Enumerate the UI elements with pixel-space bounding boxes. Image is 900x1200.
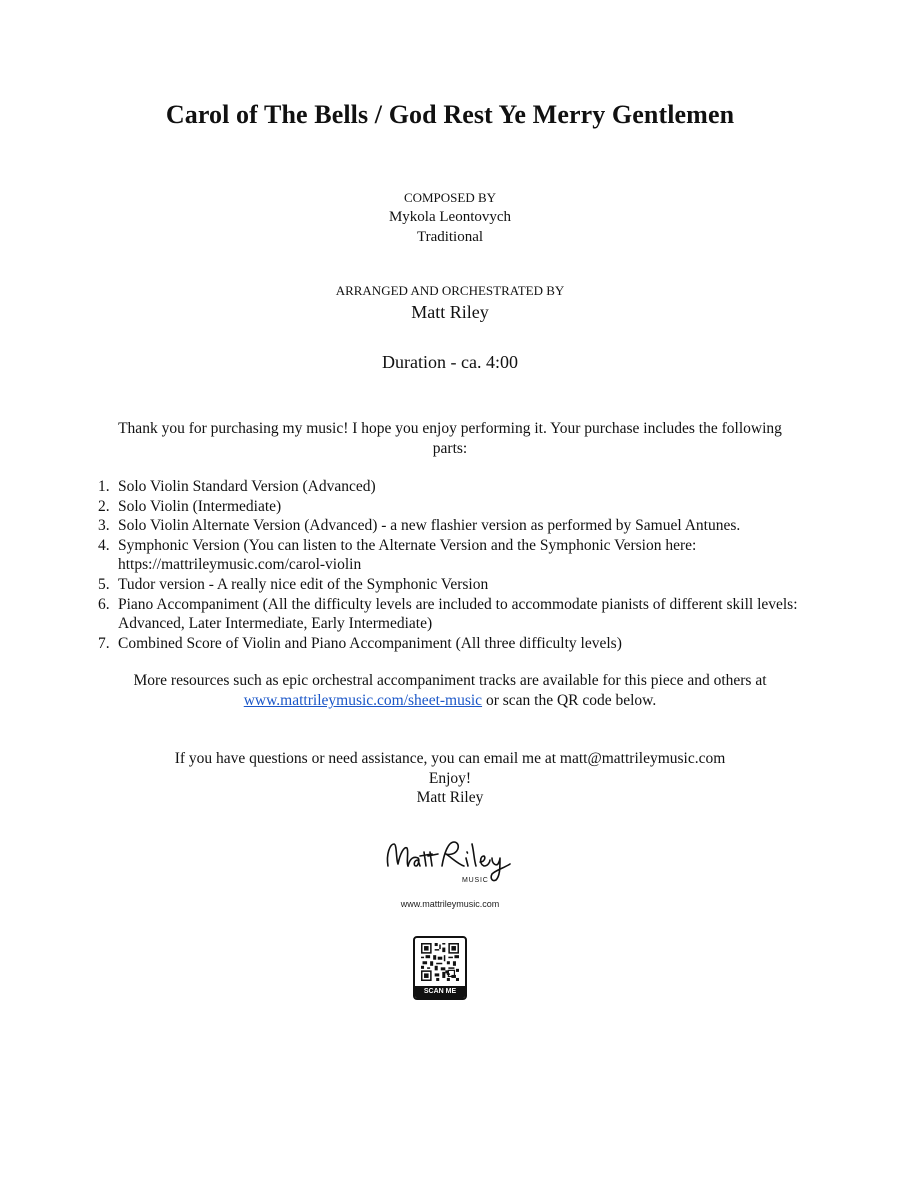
page-title: Carol of The Bells / God Rest Ye Merry Gentlemen: [165, 100, 735, 129]
composer-name: Traditional: [416, 229, 484, 245]
list-item: [98, 575, 818, 595]
list-number: 2.: [98, 497, 110, 515]
signoff-name: Matt Riley: [416, 789, 484, 807]
list-item: [98, 595, 818, 634]
composer-name: Mykola Leontovych: [388, 209, 512, 225]
resources-paragraph: [90, 671, 810, 711]
resources-text: More resources such as epic orchestral accompaniment tracks are available for this piece and others at: [133, 672, 767, 689]
list-text: Combined Score of Violin and Piano Accompaniment (All three difficulty levels): [118, 634, 622, 652]
duration-text: Duration - ca. 4:00: [382, 352, 518, 372]
list-number: 5.: [98, 575, 110, 593]
list-item: [98, 536, 818, 575]
arranger-name: Matt Riley: [411, 302, 489, 322]
contact-line: If you have questions or need assistance, you can email me at matt@mattrileymusic.com: [174, 750, 726, 767]
list-text: Tudor version - A really nice edit of the Symphonic Version: [118, 575, 489, 593]
qr-code[interactable]: [413, 936, 467, 1000]
parts-list: [98, 477, 818, 653]
arranged-by-label: ARRANGED AND ORCHESTRATED BY: [335, 283, 565, 298]
list-item: [98, 634, 818, 654]
qr-code-icon: [421, 943, 459, 981]
website-url: www.mattrileymusic.com: [400, 899, 500, 909]
list-number: 3.: [98, 517, 110, 535]
list-text: Piano Accompaniment (All the difficulty levels are included to accommodate pianists of different skill levels: Advanced, Later Intermediate, Early Intermediate): [118, 595, 798, 633]
sheet-music-link[interactable]: www.mattrileymusic.com/sheet-music: [243, 692, 483, 709]
list-text: Solo Violin Standard Version (Advanced): [118, 478, 376, 495]
list-item: [98, 497, 818, 517]
list-item: [98, 477, 818, 497]
list-number: 6.: [98, 595, 110, 613]
contact-block: [100, 749, 800, 808]
logo-music-word: MUSIC: [462, 877, 489, 884]
enjoy-line: Enjoy!: [428, 769, 472, 787]
signature-logo-icon: [380, 830, 522, 888]
resources-text-after: or scan the QR code below.: [482, 692, 657, 709]
list-text: Symphonic Version (You can listen to the Alternate Version and the Symphonic Version here: https://mattrileymusic.com/carol-violin: [118, 536, 697, 574]
list-item: [98, 516, 818, 536]
list-number: 7.: [98, 634, 110, 652]
thank-you-paragraph: Thank you for purchasing my music! I hope you enjoy performing it. Your purchase includes the following parts:: [118, 420, 782, 457]
composed-by-label: COMPOSED BY: [403, 190, 497, 205]
list-text: Solo Violin Alternate Version (Advanced) - a new flashier version as performed by Samuel Antunes.: [118, 517, 741, 535]
list-number: 1.: [98, 478, 110, 495]
list-number: 4.: [98, 536, 110, 554]
list-text: Solo Violin (Intermediate): [118, 497, 282, 515]
scan-me-label: SCAN ME: [415, 986, 465, 998]
matt-riley-music-logo: [380, 830, 522, 888]
